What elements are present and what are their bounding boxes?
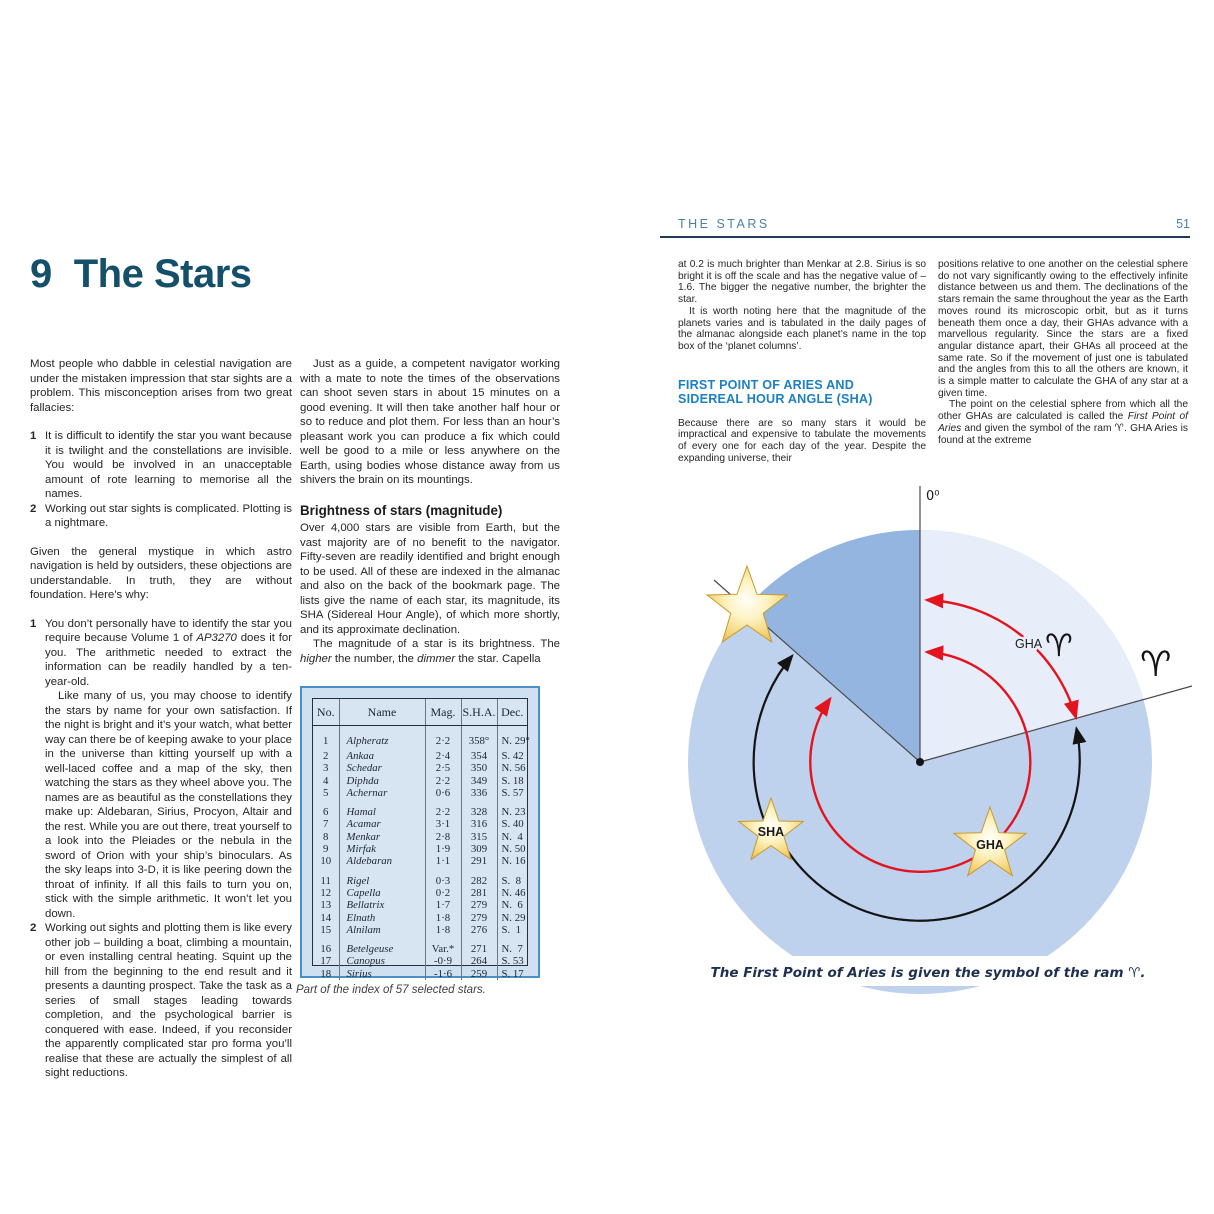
section-heading: FIRST POINT OF ARIES AND SIDEREAL HOUR ANGLE (SHA) <box>678 377 873 407</box>
paragraph: Over 4,000 stars are visible from Earth, but the vast majority are of no benefit to the navigator. Fifty-seven are readily identified and bright enough to be used. All of these are indexed in the almanac and also on the back of the bookmark page. The lists give the name of each star, its magnitude, its SHA (Sidereal Hour Angle), of which more shortly, and its approximate declination. <box>300 522 560 636</box>
table-row: 1 Alpheratz 2·2 358° N. 29° <box>313 726 527 751</box>
gha-star-label: GHA <box>976 838 1004 852</box>
table-header-row <box>313 699 527 726</box>
italic-term: higher <box>300 652 332 665</box>
star-index-table-frame <box>300 686 540 978</box>
paragraph: positions relative to one another on the celestial sphere do not vary significantly owing to the effectively infinite distance between us and them. The declinations of the stars remain the same throughout the year as the Earth moves round its microscopic orbit, but as it turns beneath them once a day, their GHAs advance with a marvellous regularity. Since the stars are a fixed angular distance apart, their GHAs all proceed at the same rate. So if the movement of just one is tabulated and the angles from this to all the others are known, it is a simple matter to calculate the GHA of any star at a given time. <box>938 259 1188 399</box>
aries-diagram <box>660 470 1200 1010</box>
italic-term: AP3270 <box>196 632 237 644</box>
table-row: 3 Schedar 2·5 350 N. 56 <box>313 762 527 774</box>
table-row: 17 Canopus -0·9 264 S. 53 <box>313 955 527 967</box>
table-row: 2 Ankaa 2·4 354 S. 42 <box>313 750 527 762</box>
paragraph: Just as a guide, a competent navigator working with a mate to note the times of the observations can shoot seven stars in about 15 minutes on a good evening. It will then take another half hour or so to reduce and plot them. For less than an hour’s pleasant work you can produce a fix which could well be good to a mile or less anywhere on the Earth, using bodies whose distance away from us shivers the brain on its mountings. <box>300 358 560 486</box>
col-header-no: No. <box>313 699 339 726</box>
zero-degree-label: 0⁰ <box>926 489 940 504</box>
sha-star-label: SHA <box>757 825 785 839</box>
star-table-body <box>313 726 530 981</box>
table-row: 13 Bellatrix 1·7 279 N. 6 <box>313 899 527 911</box>
paragraph: Like many of us, you may choose to identify the stars by name for your own satisfaction. If the night is bright and it’s your watch, what better way can there be of keeping awake to your place in the universe than kitting yourself up with a well-laced coffee and a map of the sky, then watching the stars as they wheel above you. The names are as beautiful as the constellations they make up: Aldebaran, Sirius, Procyon, Altair and the rest. While you are out there, treat yourself to a look into the Pleiades or the nebula in the sword of Orion with your ship’s binoculars. As the sky leaps into 3-D, it is like peering down the throat of infinity. If all this fails to turn you on, stick with the simple arithmetic. It won’t let you down. <box>45 690 292 920</box>
table-row: 14 Elnath 1·8 279 N. 29 <box>313 912 527 924</box>
star-index-table <box>312 698 530 980</box>
italic-term: dimmer <box>417 652 456 665</box>
col-header-mag: Mag. <box>425 699 461 726</box>
left-column-2 <box>300 357 560 666</box>
section-subheading: Brightness of stars (magnitude) <box>300 502 503 518</box>
paragraph: You don’t personally have to identify the star you require because Volume 1 of AP3270 does it for you. The arithmetic needed to extract the information can be readily handled by a ten-year-old. <box>45 617 292 688</box>
table-row: 15 Alnilam 1·8 276 S. 1 <box>313 924 527 936</box>
chapter-title <box>30 252 252 297</box>
left-column-1 <box>30 357 292 1081</box>
col-header-sha: S.H.A. <box>461 699 497 726</box>
table-row: 5 Achernar 0·6 336 S. 57 <box>313 787 527 799</box>
paragraph: Given the general mystique in which astro navigation is held by outsiders, these objections are understandable. In truth, they are without foundation. Here’s why: <box>30 545 292 601</box>
paragraph: at 0.2 is much brighter than Menkar at 2.8. Sirius is so bright it is off the scale and has the negative value of –1.6. The bigger the negative number, the brighter the star. <box>678 259 926 306</box>
paragraph: It is worth noting here that the magnitude of the planets varies and is tabulated in the daily pages of the almanac alongside each planet’s name in the top box of the ‘planet columns’. <box>678 305 926 352</box>
right-column-2 <box>938 259 1188 446</box>
table-row: 11 Rigel 0·3 282 S. 8 <box>313 875 527 887</box>
diagram-caption: The First Point of Aries is given the symbol of the ram ♈. <box>710 965 1146 981</box>
gha-aries-text-label: GHA <box>1015 637 1043 651</box>
right-column-1 <box>678 259 926 464</box>
col-header-dec: Dec. <box>497 699 527 726</box>
list-item: 2 Working out star sights is complicated. Plotting is a nightmare. <box>30 502 292 529</box>
table-row: 10 Aldebaran 1·1 291 N. 16 <box>313 855 527 867</box>
paragraph: Because there are so many stars it would be impractical and expensive to tabulate the movements of every one for each day of the year. Despite the expanding universe, their <box>678 417 926 464</box>
table-row: 7 Acamar 3·1 316 S. 40 <box>313 818 527 830</box>
list-item: 1 You don’t personally have to identify the star you require because Volume 1 of AP3270 does it for you. The arithmetic needed to extract the information can be readily handled by a ten-year-old. Like many of us, you may choose to identify the stars by name for your own satisfaction. If the night is bright and it’s your watch, what better way can there be of keeping awake to your place in the universe than kitting yourself up with a well-laced coffee and a map of the sky, then watching the stars as they wheel above you. The names are as beautiful as the constellations they make up: Aldebaran, Sirius, Procyon, Altair and the rest. While you are out there, treat yourself to a look into the Pleiades or the nebula in the sword of Orion with your ship’s binoculars. As the sky leaps into 3-D, it is like peering down the throat of infinity. If all this fails to turn you on, stick with the simple arithmetic. It won’t let you down. <box>30 617 292 920</box>
chapter-title-text: The Stars <box>73 252 252 296</box>
header-rule <box>660 236 1190 238</box>
list-item: 2 Working out sights and plotting them is like every other job – building a boat, climbing a mountain, or even installing central heating. Squint up the hill from the beginning to the end result and it presents a daunting prospect. Take the task as a series of small stages leading towards completion, and the psychological barrier is conquered with ease. Indeed, if you reconsider the apparently complicated star pro forma you’ll realise that these are actually the simplest of all sight reductions. <box>30 922 292 1079</box>
table-row: 8 Menkar 2·8 315 N. 4 <box>313 831 527 843</box>
table-caption: Part of the index of 57 selected stars. <box>296 984 486 996</box>
aries-axis-symbol-icon: ♈ <box>1140 645 1172 685</box>
running-header: THE STARS <box>678 217 770 231</box>
table-row: 18 Sirius -1·6 259 S. 17 <box>313 968 527 980</box>
paragraph: The magnitude of a star is its brightness. The higher the number, the dimmer the star. Capella <box>300 638 560 665</box>
italic-term: First Point of Aries <box>938 411 1188 434</box>
paragraph: Most people who dabble in celestial navigation are under the mistaken impression that star sights are a problem. This misconception arises from two great fallacies: <box>30 358 292 414</box>
chapter-number: 9 <box>30 252 52 296</box>
table-row: 4 Diphda 2·2 349 S. 18 <box>313 775 527 787</box>
paragraph: The point on the celestial sphere from which all the other GHAs are calculated is called the First Point of Aries and given the symbol of the ram ♈. GHA Aries is found at the extreme <box>938 399 1188 446</box>
table-row: 12 Capella 0·2 281 N. 46 <box>313 887 527 899</box>
page-number: 51 <box>1176 217 1190 231</box>
table-row: 9 Mirfak 1·9 309 N. 50 <box>313 843 527 855</box>
table-row: 16 Betelgeuse Var.* 271 N. 7 <box>313 943 527 955</box>
sphere-center-dot <box>916 758 924 766</box>
list-item: 1 It is difficult to identify the star you want because it is twilight and the constellations are invisible. You would be involved in an unacceptable amount of rote learning to memorise all the names. <box>30 430 292 500</box>
col-header-name: Name <box>339 699 425 726</box>
aries-symbol-icon: ♈ <box>1045 628 1073 664</box>
table-row: 6 Hamal 2·2 328 N. 23 <box>313 806 527 818</box>
